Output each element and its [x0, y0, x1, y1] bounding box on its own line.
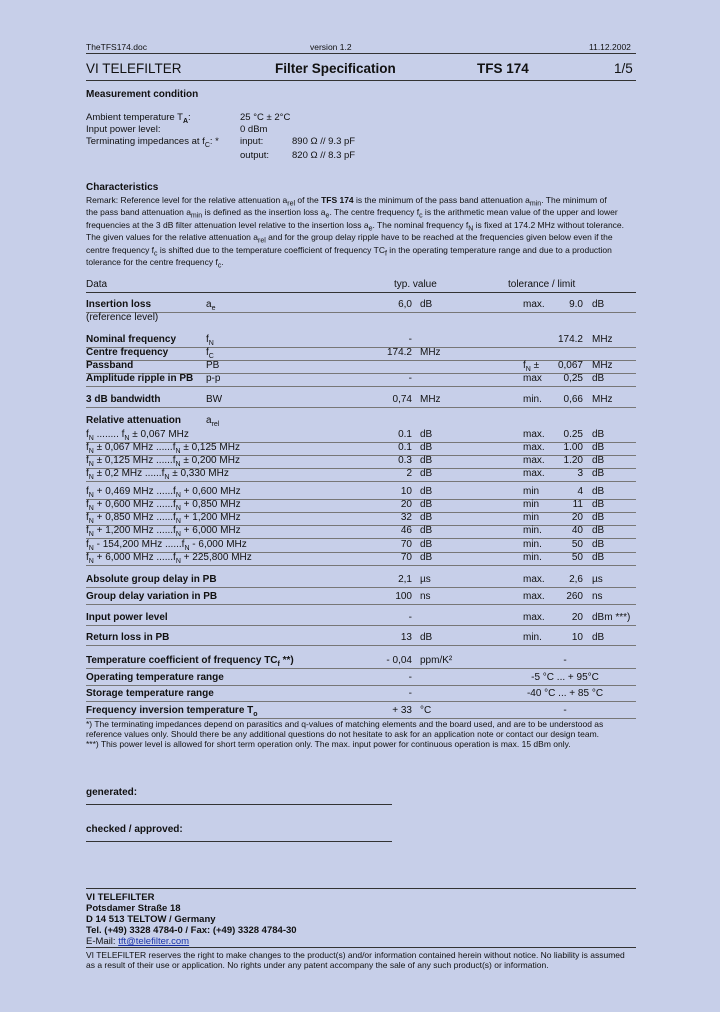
remark-line: Remark: Reference level for the relative attenuation $a_{rel}$ of the TFS 174 is the minimum of the pass band attenuation $a_{min}$. The minimum of — [86, 195, 607, 208]
row-label: $f_N \pm 0,067$ MHz $......f_N \pm 0,125$ MHz — [86, 442, 240, 455]
row-limit-type: max. — [523, 574, 545, 585]
row-limit-type: min. — [523, 394, 542, 405]
row-limit-type: max. — [523, 429, 545, 440]
approved-signature-line — [86, 841, 392, 842]
remark-line: frequencies at the 3 dB filter attenuation level relative to the insertion loss $a_e$. The nominal frequency $f_N$ is fixed at 174.2 MHz without tolerance. — [86, 219, 625, 233]
row-limit-unit: dB — [592, 539, 605, 550]
row-rule — [86, 360, 636, 361]
row-limit-unit: dB — [592, 429, 605, 440]
row-limit-value: 1.20 — [563, 455, 583, 466]
row-typ-value: 32 — [400, 512, 412, 523]
row-label: Relative attenuation — [86, 415, 182, 426]
row-limit-range: -5 °C ... + 95°C — [531, 672, 599, 683]
row-limit-unit: dB — [592, 468, 605, 479]
row-typ-unit: MHz — [420, 347, 441, 358]
remark-line: the pass band attenuation $a_{min}$ is defined as the insertion loss $a_e$. The centre frequency $f_c$ is the arithmetic mean value of the upper and lower — [86, 207, 618, 221]
row-limit-unit: MHz — [592, 334, 613, 345]
row-limit-value: 10 — [571, 632, 583, 643]
row-rule — [86, 312, 636, 313]
row-limit-type: max. — [523, 442, 545, 453]
row-limit-unit: dB — [592, 632, 605, 643]
row-limit-value: 20 — [571, 512, 583, 523]
row-limit-type: max. — [523, 591, 545, 602]
row-limit-range: -40 °C ... + 85 °C — [526, 688, 604, 699]
row-limit-unit: dB — [592, 486, 605, 497]
header-date: 11.12.2002 — [589, 42, 631, 52]
email-label: E-Mail: — [86, 936, 119, 947]
row-limit-unit: dB — [592, 442, 605, 453]
row-label: $f_N$ ........ $f_N \pm 0,067$ MHz — [86, 429, 189, 442]
row-label: Absolute group delay in PB — [86, 574, 217, 585]
footer-rule-2 — [86, 947, 636, 948]
doc-title: Filter Specification — [275, 61, 396, 76]
row-typ-value: 70 — [400, 552, 412, 563]
row-symbol: $a_e$ — [206, 299, 216, 312]
row-typ-unit: dB — [420, 512, 433, 523]
row-limit-value: 11 — [572, 499, 583, 510]
row-limit-value: 260 — [566, 591, 583, 602]
measurement-title: Measurement condition — [86, 89, 199, 100]
row-symbol: p-p — [206, 373, 221, 384]
col-header-tolerance: tolerance / limit — [508, 279, 576, 290]
row-typ-unit: ppm/K² — [420, 655, 453, 666]
row-symbol: $f_C$ — [206, 347, 214, 360]
row-label: $f_N \pm 0,125$ MHz $......f_N \pm 0,200$ MHz — [86, 455, 240, 468]
impedance-label: Terminating impedances at $f_C$: * — [86, 136, 219, 149]
row-label: $f_N + 1,200$ MHz $......f_N + 6,000$ MHz — [86, 525, 241, 538]
row-typ-unit: dB — [420, 632, 433, 643]
row-limit-value: 0,25 — [563, 373, 583, 384]
row-label: Nominal frequency — [86, 334, 177, 345]
row-rule — [86, 407, 636, 408]
row-limit-unit: dB — [592, 499, 605, 510]
impedance-output-key: output: — [240, 150, 270, 161]
row-rule — [86, 386, 636, 387]
row-typ-value: 0.1 — [398, 442, 412, 453]
row-limit-value: 1.00 — [563, 442, 583, 453]
row-rule — [86, 625, 636, 626]
row-rule — [86, 645, 636, 646]
row-limit-type: min. — [523, 632, 542, 643]
row-limit-unit: dB — [592, 299, 605, 310]
footnote-1: *) The terminating impedances depend on parasitics and q-values of matching elements and the board used, and are to be understood as — [86, 719, 604, 729]
row-limit-type: max. — [523, 299, 545, 310]
row-limit-value: 50 — [571, 552, 583, 563]
approved-label: checked / approved: — [86, 824, 183, 835]
row-limit-unit: dB — [592, 552, 605, 563]
row-limit-value: 20 — [571, 612, 583, 623]
row-label: (reference level) — [86, 312, 159, 323]
row-limit-unit: µs — [592, 574, 603, 585]
row-limit-value: 40 — [571, 525, 583, 536]
row-typ-value: 0.1 — [398, 429, 412, 440]
row-limit-unit: MHz — [592, 394, 613, 405]
row-label: Input power level — [86, 612, 168, 623]
row-typ-value: 20 — [400, 499, 412, 510]
row-typ-value: - — [408, 612, 412, 623]
email-link[interactable]: tft@telefilter.com — [118, 936, 190, 947]
impedance-output-value: 820 Ω // 8.3 pF — [292, 150, 356, 161]
row-limit-type: min. — [523, 539, 542, 550]
row-label: $f_N + 0,469$ MHz $......f_N + 0,600$ MHz — [86, 486, 241, 499]
row-typ-value: - 0,04 — [386, 655, 412, 666]
row-label: Return loss in PB — [86, 632, 170, 643]
row-rule — [86, 481, 636, 482]
impedance-input-key: input: — [240, 136, 264, 147]
row-typ-value: 0.3 — [398, 455, 412, 466]
row-limit-value: 4 — [577, 486, 583, 497]
row-label: $f_N \pm 0,2$ MHz $......f_N \pm 0,330$ MHz — [86, 468, 229, 481]
input-power-value: 0 dBm — [240, 124, 268, 135]
row-limit-unit: ns — [592, 591, 603, 602]
row-limit-value: 3 — [577, 468, 583, 479]
footer-email-row — [86, 936, 189, 947]
row-limit-type: min — [523, 499, 540, 510]
row-typ-unit: dB — [420, 525, 433, 536]
row-label: Temperature coefficient of frequency $TC_f$ **) — [86, 655, 294, 668]
row-typ-value: 13 — [400, 632, 412, 643]
row-typ-unit: dB — [420, 486, 433, 497]
row-limit-value: 0,067 — [557, 360, 583, 371]
characteristics-title: Characteristics — [86, 182, 159, 193]
row-rule — [86, 565, 636, 566]
row-typ-unit: dB — [420, 499, 433, 510]
table-header-rule — [86, 292, 636, 293]
row-limit-value: 2,6 — [569, 574, 583, 585]
header-version: version 1.2 — [310, 42, 352, 52]
part-number: TFS 174 — [477, 61, 529, 76]
row-limit-unit: dB — [592, 373, 605, 384]
row-typ-value: 10 — [400, 486, 412, 497]
row-rule — [86, 685, 636, 686]
row-label: $f_N + 0,600$ MHz $......f_N + 0,850$ MHz — [86, 499, 241, 512]
row-label: Amplitude ripple in PB — [86, 373, 194, 384]
row-typ-value: - — [408, 672, 412, 683]
footer-tel: Tel. (+49) 3328 4784-0 / Fax: (+49) 3328 4784-30 — [86, 925, 297, 936]
row-limit-type: max. — [523, 468, 545, 479]
row-limit-value: 0,66 — [563, 394, 583, 405]
footer-company: VI TELEFILTER — [86, 892, 155, 903]
row-limit-type: max. — [523, 455, 545, 466]
row-limit-value: 50 — [571, 539, 583, 550]
generated-label: generated: — [86, 787, 138, 798]
row-typ-unit: dB — [420, 455, 433, 466]
row-typ-unit: MHz — [420, 394, 441, 405]
row-limit-unit: dB — [592, 512, 605, 523]
row-typ-unit: µs — [420, 574, 431, 585]
row-label: Operating temperature range — [86, 672, 224, 683]
row-typ-unit: °C — [420, 705, 432, 716]
row-symbol: BW — [206, 394, 223, 405]
col-header-typ: typ. value — [394, 279, 437, 290]
impedance-input-value: 890 Ω // 9.3 pF — [292, 136, 356, 147]
row-typ-value: 2,1 — [398, 574, 412, 585]
footnote-1b: reference values only. Should there be any additional questions do not hesitate to ask for an application note or contact our design team. — [86, 729, 600, 739]
generated-signature-line — [86, 804, 392, 805]
row-limit-range: - — [563, 705, 567, 716]
remark-line: tolerance for the centre frequency $f_c$. — [86, 257, 224, 270]
row-typ-value: 2 — [406, 468, 412, 479]
ambient-temp-value: 25 °C ± 2°C — [240, 112, 291, 123]
row-symbol: PB — [206, 360, 220, 371]
row-typ-unit: dB — [420, 539, 433, 550]
row-rule — [86, 701, 636, 702]
footer-rule — [86, 888, 636, 889]
row-limit-type: min. — [523, 552, 542, 563]
row-typ-value: 70 — [400, 539, 412, 550]
footnote-3: ***) This power level is allowed for short term operation only. The max. input power for continuous operation is max. 15 dBm only. — [86, 739, 571, 749]
remark-line: The given values for the relative attenuation $a_{rel}$ and for the group delay ripple have to be reached at the frequencies given below even if the — [86, 232, 613, 245]
row-typ-value: - — [408, 688, 412, 699]
row-label: 3 dB bandwidth — [86, 394, 161, 405]
disclaimer-2: as a result of their use or application. No rights under any patent accompany the sale of any such product(s) or information. — [86, 960, 549, 970]
row-limit-unit: MHz — [592, 360, 613, 371]
row-label: $f_N + 6,000$ MHz $......f_N + 225,800$ MHz — [86, 552, 252, 565]
row-limit-value: 174.2 — [557, 334, 583, 345]
row-typ-value: 100 — [395, 591, 412, 602]
row-limit-value: 9.0 — [569, 299, 583, 310]
row-limit-type: min — [523, 512, 540, 523]
row-rule — [86, 604, 636, 605]
row-rule — [86, 587, 636, 588]
row-limit-unit: dBm ***) — [592, 612, 631, 623]
row-label: Frequency inversion temperature $T_o$ — [86, 705, 258, 718]
row-label: $f_N - 154,200$ MHz $......f_N - 6,000$ MHz — [86, 539, 247, 552]
row-typ-value: + 33 — [392, 705, 412, 716]
header-company: VI TELEFILTER — [86, 61, 182, 76]
row-label: Group delay variation in PB — [86, 591, 218, 602]
row-typ-value: 0,74 — [392, 394, 412, 405]
row-label: $f_N + 0,850$ MHz $......f_N + 1,200$ MHz — [86, 512, 241, 525]
ambient-temp-label: Ambient temperature $T_A$: — [86, 112, 191, 125]
footer-city: D 14 513 TELTOW / Germany — [86, 914, 216, 925]
row-limit-type: $f_N$ ± — [523, 360, 540, 373]
disclaimer-1: VI TELEFILTER reserves the right to make changes to the product(s) and/or information contained herein without notice. No liability is assumed — [86, 950, 625, 960]
row-symbol: $f_N$ — [206, 334, 214, 347]
row-symbol: $a_{rel}$ — [206, 415, 220, 428]
row-limit-type: min. — [523, 525, 542, 536]
row-label: Insertion loss — [86, 299, 152, 310]
row-limit-unit: dB — [592, 455, 605, 466]
row-typ-value: 6,0 — [398, 299, 412, 310]
col-header-data: Data — [86, 279, 108, 290]
input-power-label: Input power level: — [86, 124, 161, 135]
row-limit-unit: dB — [592, 525, 605, 536]
row-rule — [86, 347, 636, 348]
row-typ-unit: dB — [420, 429, 433, 440]
page-number: 1/5 — [614, 61, 633, 76]
row-typ-unit: dB — [420, 468, 433, 479]
header-filename: TheTFS174.doc — [86, 42, 147, 52]
header-rule-2 — [86, 80, 636, 81]
row-typ-value: 174.2 — [386, 347, 412, 358]
row-typ-value: - — [408, 373, 412, 384]
remark-line: centre frequency $f_c$ is shifted due to the temperature coefficient of frequency $TC_f$ in the operating temperature range and due to a production — [86, 244, 612, 258]
header-rule — [86, 53, 636, 54]
row-limit-type: min — [523, 486, 540, 497]
row-limit-type: max. — [523, 612, 545, 623]
row-rule — [86, 668, 636, 669]
row-typ-unit: dB — [420, 299, 433, 310]
row-label: Centre frequency — [86, 347, 169, 358]
row-label: Storage temperature range — [86, 688, 214, 699]
row-typ-unit: dB — [420, 552, 433, 563]
footer-street: Potsdamer Straße 18 — [86, 903, 181, 914]
row-label: Passband — [86, 360, 134, 371]
row-typ-value: 46 — [400, 525, 412, 536]
row-typ-unit: ns — [420, 591, 431, 602]
row-limit-value: 0.25 — [563, 429, 583, 440]
row-typ-value: - — [408, 334, 412, 345]
row-limit-range: - — [563, 655, 567, 666]
row-typ-unit: dB — [420, 442, 433, 453]
row-limit-type: max — [523, 373, 542, 384]
